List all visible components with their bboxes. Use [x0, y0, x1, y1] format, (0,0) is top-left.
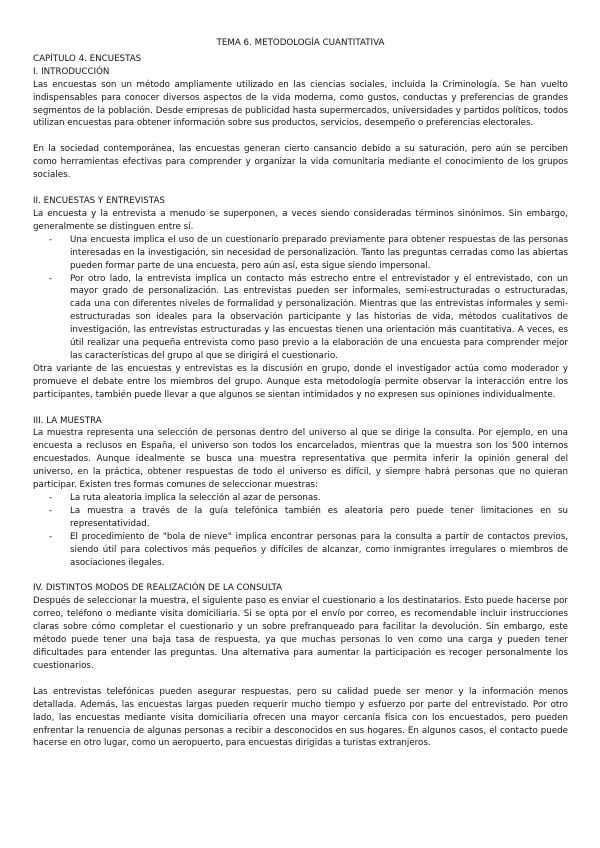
- paragraph: Después de seleccionar la muestra, el siguiente paso es enviar el cuestionario a los destinatarios. Esto puede hacerse por correo, teléfono o mediante visita domiciliaria. Si se opta por el envío por correo, es recomendable incluir instrucciones claras sobre cómo completar el cuestionario y un sobre prefranqueado para facilitar la devolución. Sin embargo, este método puede tener una baja tasa de respuesta, ya que muchas personas lo ven como una carga y pueden tener dificultades para entender las preguntas. Una alternativa para aumentar la participación es recoger personalmente los cuestionarios.: [33, 596, 568, 671]
- paragraph: En la sociedad contemporánea, las encuestas generan cierto cansancio debido a su saturación, pero aún se perciben como herramientas efectivas para comprender y organizar la vida comunitaria mediante el conocimiento de los grupos sociales.: [33, 144, 568, 181]
- paragraph: Otra variante de las encuestas y entrevistas es la discusión en grupo, donde el investigador actúa como moderador y promueve el debate entre los miembros del grupo. Aunque esta metodología permite observar la interacción entre los participantes, también puede llevar a que algunos se sientan intimidados y no expresen sus opiniones individualmente.: [33, 363, 568, 400]
- list-item: [33, 505, 568, 531]
- paragraph: Las encuestas son un método ampliamente utilizado en las ciencias sociales, incluida la Criminología. Se han vuelto indispensables para conocer diversos aspectos de la vida moderna, como gustos, conductas y preferencias de grandes segmentos de la población. Desde empresas de publicidad hasta supermercados, universidades y partidos políticos, todos utilizan encuestas para obtener información sobre sus productos, servicios, desempeño o preferencias electorales.: [33, 79, 568, 129]
- list-item-text: El procedimiento de "bola de nieve" implica encontrar personas para la consulta a partir de contactos previos, siendo útil para colectivos más pequeños y difíciles de alcanzar, como inmigrantes irregulares o miembros de asociaciones ilegales.: [70, 531, 568, 568]
- section-heading-modos-consulta: IV. DISTINTOS MODOS DE REALIZACIÓN DE LA CONSULTA: [33, 583, 283, 594]
- list-item-text: Una encuesta implica el uso de un cuestionario preparado previamente para obtener respuestas de las personas interesadas en la investigación, sin necesidad de personalización. Tanto las preguntas cerradas como las abiertas pueden formar parte de una encuesta, pero aún así, esta sigue siendo impersonal.: [70, 234, 568, 271]
- bullet-dash: -: [49, 505, 53, 516]
- list-item: [33, 234, 568, 273]
- section-heading-introduccion: I. INTRODUCCIÓN: [33, 66, 110, 77]
- list-item-text: La ruta aleatoria implica la selección al azar de personas.: [70, 493, 321, 503]
- bullet-list: [33, 234, 568, 363]
- paragraph: La encuesta y la entrevista a menudo se superponen, a veces siendo consideradas términos sinónimos. Sin embargo, generalmente se distinguen entre sí.: [33, 208, 568, 232]
- bullet-dash: -: [49, 531, 53, 542]
- list-item: [33, 531, 568, 570]
- bullet-dash: -: [49, 493, 53, 503]
- section-heading-muestra: III. LA MUESTRA: [33, 415, 102, 426]
- chapter-heading: CAPÍTULO 4. ENCUESTAS: [33, 53, 142, 64]
- document-page: [33, 37, 568, 750]
- list-item: [33, 273, 568, 363]
- paragraph: La muestra representa una selección de personas dentro del universo al que se dirige la consulta. Por ejemplo, en una encuesta a reclusos en España, el universo son todos los encarcelados, mientras que la muestra son los 500 internos encuestados. Aunque idealmente se busca una muestra representativa que permita inferir la opinión general del universo, en la práctica, obtener respuestas de todo el universo es difícil, y siempre habrá personas que no quieran participar. Existen tres formas comunes de seleccionar muestras:: [33, 428, 568, 491]
- bullet-dash: -: [49, 273, 53, 284]
- document-title: TEMA 6. METODOLOGÍA CUANTITATIVA: [216, 38, 385, 48]
- list-item-text: La muestra a través de la guía telefónica también es aleatoria pero puede tener limitaciones en su representatividad.: [70, 505, 568, 529]
- bullet-dash: -: [49, 234, 53, 245]
- list-item: [33, 492, 568, 505]
- section-heading-encuestas-entrevistas: II. ENCUESTAS Y ENTREVISTAS: [33, 196, 165, 207]
- bullet-list: [33, 492, 568, 569]
- paragraph: Las entrevistas telefónicas pueden asegurar respuestas, pero su calidad puede ser menor y la información menos detallada. Además, las encuestas largas pueden requerir mucho tiempo y esfuerzo por parte del entrevistado. Por otro lado, las encuestas mediante visita domiciliaria ofrecen una mayor cercanía física con los encuestados, pero pueden enfrentar la renuencia de algunas personas a recibir a desconocidos en sus hogares. En algunos casos, el contacto puede hacerse en otro lugar, como un aeropuerto, para encuestas dirigidas a turistas extranjeros.: [33, 686, 568, 749]
- list-item-text: Por otro lado, la entrevista implica un contacto más estrecho entre el entrevistador y el entrevistado, con un mayor grado de personalización. Las entrevistas pueden ser informales, semi-estructuradas o estructuradas, cada una con diferentes niveles de formalidad y personalización. Mientras que las entrevistas informales y semi-estructuradas son ideales para la observación participante y las historias de vida, métodos cualitativos de investigación, las entrevistas estructuradas y las encuestas tienen una orientación más cuantitativa. A veces, es útil realizar una pequeña entrevista como paso previo a la elaboración de una encuesta para comprender mejor las características del grupo al que se dirigirá el cuestionario.: [70, 273, 568, 361]
